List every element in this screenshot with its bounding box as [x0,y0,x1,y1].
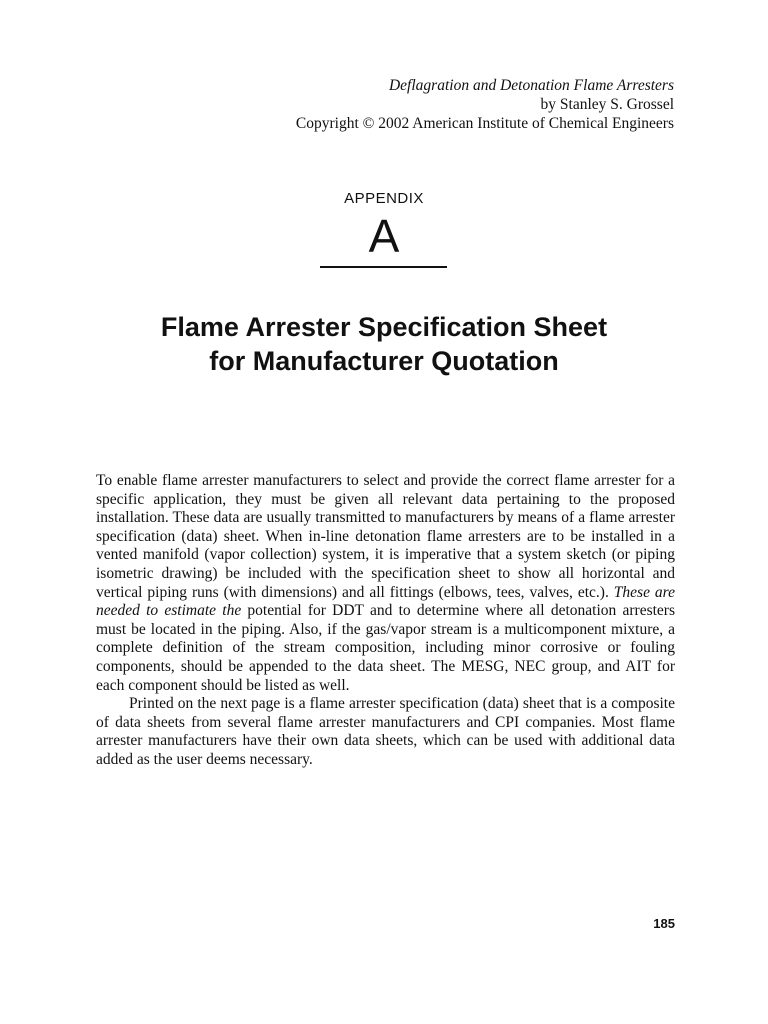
appendix-divider [320,266,447,268]
chapter-title [60,310,708,378]
body-text [96,472,675,770]
page-number: 185 [653,916,675,931]
chapter-title-line-1: Flame Arrester Specification Sheet [160,312,608,342]
author-line: by Stanley S. Grossel [540,96,674,113]
copyright-line: Copyright © 2002 American Institute of Chemical Engineers [295,115,674,132]
appendix-label: APPENDIX [344,190,424,207]
paragraph-1 [96,472,675,695]
book-title: Deflagration and Detonation Flame Arresters [388,77,674,94]
appendix-letter: A [368,210,400,262]
paragraph-1-part-1: To enable flame arrester manufacturers to select and provide the correct flame arrester for a specific application, they must be given all relevant data pertaining to the proposed installation. These data are usually transmitted to manufacturers by means of a flame arrester specification (data) sheet. When in-line detonation flame arresters are to be installed in a vented manifold (vapor collection) system, it is imperative that a system sketch (or piping isometric drawing) be included with the specification sheet to show all horizontal and vertical piping runs (with dimensions) and all fittings (elbows, tees, valves, etc.). [96,472,675,601]
paragraph-1-part-2: potential for DDT and to determine where all detonation arresters must be located in the piping. Also, if the gas/vapor stream is a multicomponent mixture, a complete definition of the stream composition, including minor corrosive or fouling components, should be appended to the data sheet. The MESG, NEC group, and AIT for each component should be listed as well. [96,602,675,694]
running-header [154,76,674,133]
chapter-title-line-2: for Manufacturer Quotation [209,346,559,376]
paragraph-2: Printed on the next page is a flame arrester specification (data) sheet that is a composite of data sheets from several flame arrester manufacturers and CPI companies. Most flame arrester manufacturers have their own data sheets, which can be used with additional data added as the user deems necessary. [96,695,675,768]
paragraph-1-emphasis: These are needed to estimate the [96,583,675,620]
